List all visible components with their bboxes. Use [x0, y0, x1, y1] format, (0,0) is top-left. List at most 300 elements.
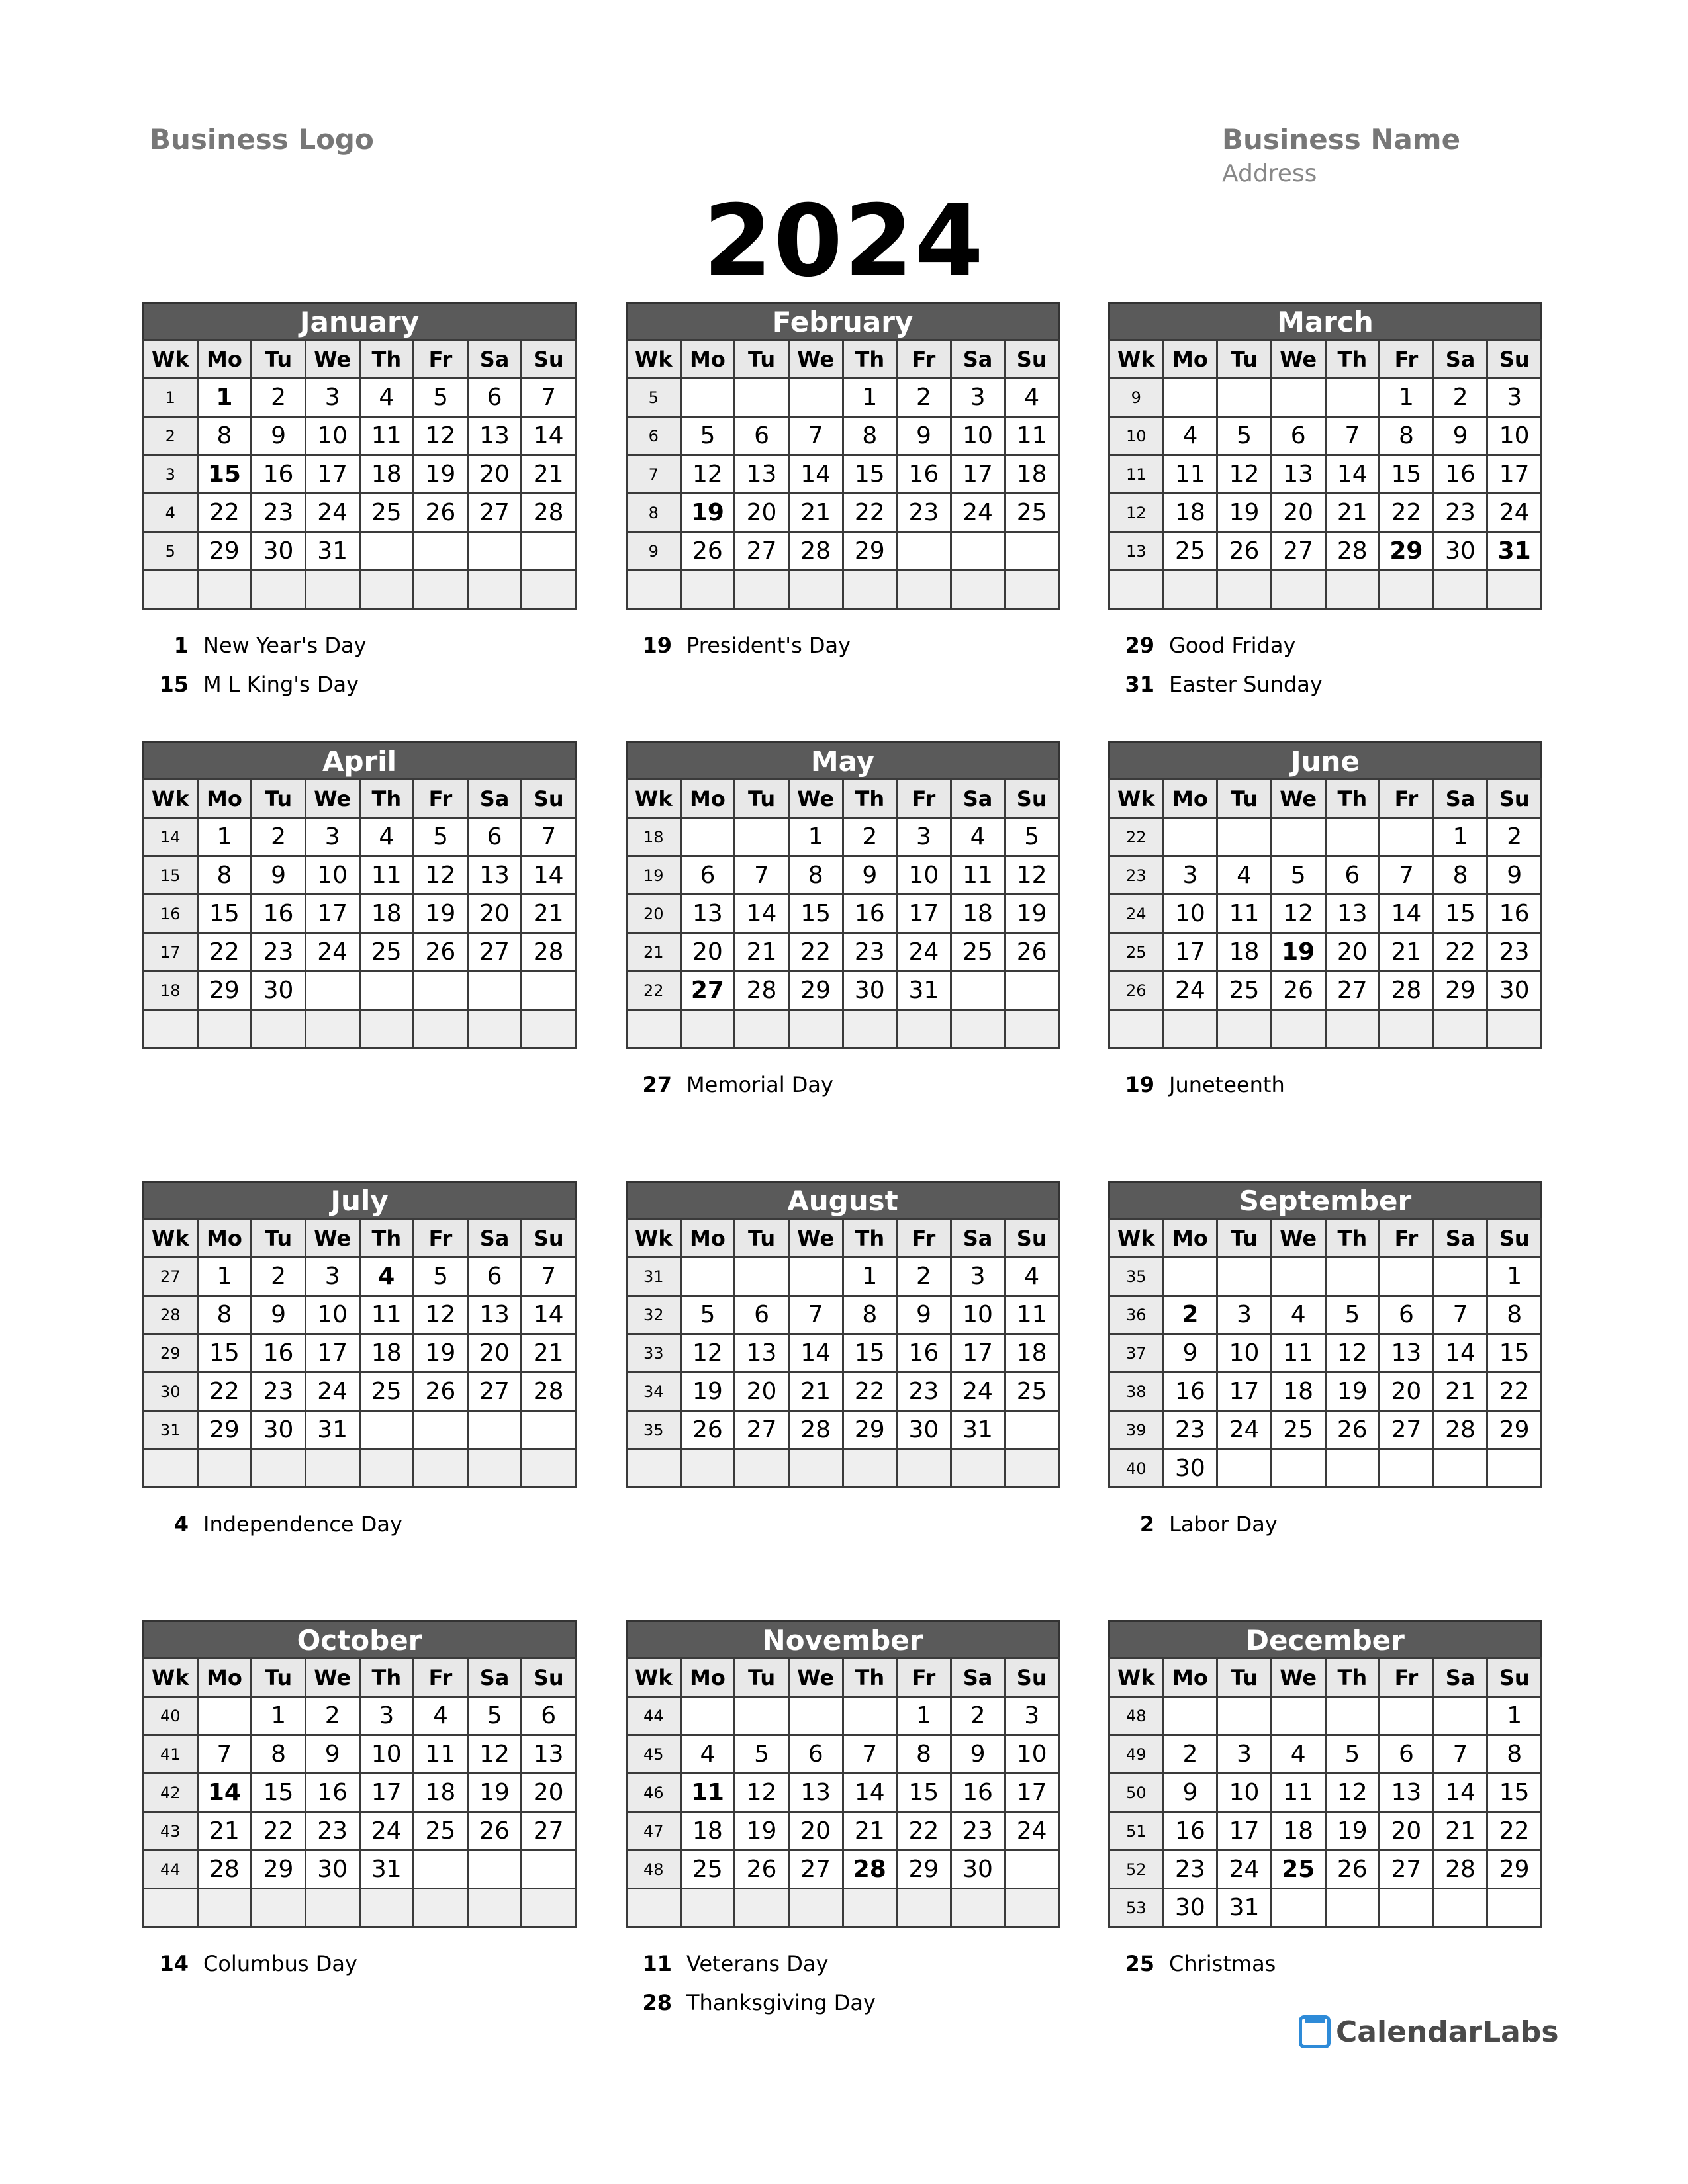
day-cell: 21: [197, 1812, 252, 1850]
week-number: 35: [627, 1411, 681, 1449]
holiday-name: Juneteenth: [1169, 1072, 1285, 1097]
month-title: March: [1108, 302, 1542, 339]
day-cell: 26: [1005, 933, 1059, 972]
empty-cell: [1271, 1889, 1325, 1927]
week-row: [627, 1334, 1059, 1373]
week-number: 13: [1109, 532, 1164, 570]
day-cell: 27: [735, 532, 789, 570]
day-cell: 10: [1217, 1334, 1272, 1373]
empty-cell: [843, 570, 897, 609]
day-cell: 9: [951, 1735, 1005, 1774]
holiday-item: [1108, 1944, 1542, 1983]
empty-cell: [897, 532, 951, 570]
week-number: 20: [627, 895, 681, 933]
empty-cell: [897, 1889, 951, 1927]
day-cell: 3: [951, 379, 1005, 417]
empty-cell: [1433, 1257, 1487, 1296]
day-cell: 14: [1433, 1774, 1487, 1812]
holiday-name: Thanksgiving Day: [686, 1990, 876, 2015]
day-cell: 16: [1487, 895, 1542, 933]
day-cell: 7: [522, 1257, 576, 1296]
day-cell: 9: [252, 856, 306, 895]
month-june: [1108, 741, 1542, 1049]
weekday-header-row: [1109, 1659, 1542, 1697]
day-cell: 9: [897, 1296, 951, 1334]
day-cell: 24: [1163, 972, 1217, 1010]
day-cell: 11: [1163, 455, 1217, 494]
day-cell: 4: [1271, 1735, 1325, 1774]
weekday-header: Th: [1325, 340, 1380, 379]
empty-cell: [522, 972, 576, 1010]
day-cell: 7: [522, 379, 576, 417]
day-cell: 20: [522, 1774, 576, 1812]
week-row: [144, 1257, 576, 1296]
empty-cell: [735, 1449, 789, 1488]
weekday-header: Mo: [680, 340, 735, 379]
day-cell: 7: [1433, 1296, 1487, 1334]
day-cell: 14: [1325, 455, 1380, 494]
weekday-header-row: [144, 1659, 576, 1697]
week-number: 18: [627, 818, 681, 856]
day-cell: 15: [1433, 895, 1487, 933]
weekday-header-row: [1109, 340, 1542, 379]
day-cell: 17: [951, 1334, 1005, 1373]
empty-cell: [1005, 570, 1059, 609]
weekday-header: Sa: [951, 1219, 1005, 1257]
day-cell: 24: [1005, 1812, 1059, 1850]
weekday-header: Th: [1325, 1219, 1380, 1257]
empty-cell: [1380, 1010, 1434, 1048]
empty-cell: [1487, 1889, 1542, 1927]
day-cell: 29: [197, 532, 252, 570]
day-cell: 14: [1433, 1334, 1487, 1373]
empty-cell: [1487, 1010, 1542, 1048]
day-cell: 18: [1163, 494, 1217, 532]
day-cell: 21: [522, 895, 576, 933]
weekday-header: Th: [359, 1219, 414, 1257]
day-cell: 4: [1005, 1257, 1059, 1296]
week-row: [1109, 856, 1542, 895]
day-cell: 29: [252, 1850, 306, 1889]
day-cell: 30: [1433, 532, 1487, 570]
day-cell: 2: [252, 1257, 306, 1296]
day-cell: 24: [305, 494, 359, 532]
week-row: [1109, 895, 1542, 933]
day-cell: 11: [1217, 895, 1272, 933]
holiday-date: 1: [173, 633, 189, 658]
empty-cell: [359, 1010, 414, 1048]
day-cell: 18: [359, 895, 414, 933]
day-cell: 4: [359, 379, 414, 417]
holiday-list: [1108, 1066, 1542, 1105]
empty-cell: [197, 1889, 252, 1927]
empty-cell: [735, 1257, 789, 1296]
day-cell: 21: [843, 1812, 897, 1850]
weekday-header: Wk: [1109, 1659, 1164, 1697]
week-number: 30: [144, 1373, 198, 1411]
day-cell: 17: [1005, 1774, 1059, 1812]
week-row: [627, 1373, 1059, 1411]
week-row: [1109, 1296, 1542, 1334]
week-row: [627, 455, 1059, 494]
week-row: [627, 417, 1059, 455]
week-number: [627, 1449, 681, 1488]
day-cell: 21: [788, 494, 843, 532]
week-row: [144, 1889, 576, 1927]
day-cell: 12: [1005, 856, 1059, 895]
day-cell: 6: [788, 1735, 843, 1774]
month-table: [1108, 778, 1542, 1049]
day-cell: 29: [1380, 532, 1434, 570]
day-cell: 2: [1487, 818, 1542, 856]
weekday-header: Mo: [197, 780, 252, 818]
day-cell: 19: [414, 895, 468, 933]
weekday-header: Th: [1325, 1659, 1380, 1697]
day-cell: 14: [1380, 895, 1434, 933]
empty-cell: [197, 1697, 252, 1735]
day-cell: 30: [252, 1411, 306, 1449]
empty-cell: [252, 1010, 306, 1048]
empty-cell: [252, 570, 306, 609]
empty-cell: [197, 1449, 252, 1488]
week-row: [144, 856, 576, 895]
day-cell: 27: [467, 494, 522, 532]
empty-cell: [843, 1889, 897, 1927]
holiday-name: Columbus Day: [203, 1951, 357, 1976]
empty-cell: [788, 1697, 843, 1735]
day-cell: 22: [843, 494, 897, 532]
week-number: 52: [1109, 1850, 1164, 1889]
day-cell: 1: [788, 818, 843, 856]
empty-cell: [305, 1449, 359, 1488]
day-cell: 2: [1163, 1296, 1217, 1334]
day-cell: 5: [735, 1735, 789, 1774]
day-cell: 4: [1217, 856, 1272, 895]
empty-cell: [522, 1889, 576, 1927]
week-number: 49: [1109, 1735, 1164, 1774]
day-cell: 11: [680, 1774, 735, 1812]
weekday-header-row: [144, 780, 576, 818]
weekday-header: Su: [1005, 340, 1059, 379]
day-cell: 22: [1487, 1373, 1542, 1411]
empty-cell: [414, 1850, 468, 1889]
holiday-item: [626, 626, 1060, 665]
day-cell: 3: [1217, 1296, 1272, 1334]
day-cell: 28: [1380, 972, 1434, 1010]
holiday-item: [626, 1066, 1060, 1105]
day-cell: 7: [197, 1735, 252, 1774]
week-row: [1109, 1697, 1542, 1735]
day-cell: 13: [467, 1296, 522, 1334]
weekday-header: Th: [1325, 780, 1380, 818]
week-row: [627, 1449, 1059, 1488]
month-may: [626, 741, 1060, 1049]
week-number: [1109, 1010, 1164, 1048]
day-cell: 22: [197, 933, 252, 972]
week-number: [627, 1010, 681, 1048]
month-april: [142, 741, 577, 1049]
day-cell: 2: [1163, 1735, 1217, 1774]
empty-cell: [1433, 570, 1487, 609]
week-row: [627, 1735, 1059, 1774]
day-cell: 19: [680, 1373, 735, 1411]
day-cell: 8: [197, 417, 252, 455]
holiday-item: [142, 665, 577, 704]
day-cell: 27: [680, 972, 735, 1010]
day-cell: 21: [1380, 933, 1434, 972]
week-number: 31: [627, 1257, 681, 1296]
weekday-header: Su: [522, 1219, 576, 1257]
day-cell: 17: [305, 895, 359, 933]
day-cell: 15: [197, 895, 252, 933]
day-cell: 23: [252, 494, 306, 532]
empty-cell: [1380, 1257, 1434, 1296]
weekday-header: Sa: [1433, 1659, 1487, 1697]
day-cell: 24: [897, 933, 951, 972]
empty-cell: [1271, 570, 1325, 609]
weekday-header: Wk: [627, 1219, 681, 1257]
empty-cell: [951, 1010, 1005, 1048]
day-cell: 26: [1325, 1850, 1380, 1889]
day-cell: 4: [951, 818, 1005, 856]
day-cell: 16: [1433, 455, 1487, 494]
weekday-header-row: [627, 780, 1059, 818]
day-cell: 4: [359, 818, 414, 856]
weekday-header-row: [144, 1219, 576, 1257]
week-number: 22: [1109, 818, 1164, 856]
empty-cell: [1325, 1257, 1380, 1296]
day-cell: 3: [305, 818, 359, 856]
day-cell: 7: [788, 417, 843, 455]
week-row: [627, 1889, 1059, 1927]
month-november: [626, 1620, 1060, 1928]
day-cell: 13: [522, 1735, 576, 1774]
holiday-list: [142, 1944, 577, 1983]
day-cell: 26: [680, 1411, 735, 1449]
empty-cell: [1325, 1010, 1380, 1048]
day-cell: 13: [680, 895, 735, 933]
weekday-header: Wk: [627, 340, 681, 379]
day-cell: 10: [897, 856, 951, 895]
weekday-header: Su: [1005, 780, 1059, 818]
day-cell: 29: [1487, 1411, 1542, 1449]
week-row: [627, 494, 1059, 532]
week-number: [1109, 570, 1164, 609]
holiday-name: Good Friday: [1169, 633, 1296, 658]
month-table: [142, 1657, 577, 1928]
day-cell: 10: [1163, 895, 1217, 933]
empty-cell: [1325, 379, 1380, 417]
holiday-list: [142, 1505, 577, 1544]
empty-cell: [1217, 1697, 1272, 1735]
weekday-header: Sa: [467, 1659, 522, 1697]
day-cell: 13: [467, 417, 522, 455]
day-cell: 24: [305, 1373, 359, 1411]
day-cell: 5: [1325, 1296, 1380, 1334]
month-title: July: [142, 1181, 577, 1218]
day-cell: 21: [1325, 494, 1380, 532]
week-number: 9: [1109, 379, 1164, 417]
week-row: [627, 1697, 1059, 1735]
day-cell: 20: [1380, 1812, 1434, 1850]
day-cell: 26: [414, 933, 468, 972]
empty-cell: [680, 818, 735, 856]
week-row: [627, 1411, 1059, 1449]
day-cell: 30: [252, 532, 306, 570]
day-cell: 18: [1217, 933, 1272, 972]
empty-cell: [252, 1449, 306, 1488]
day-cell: 22: [197, 494, 252, 532]
day-cell: 5: [680, 1296, 735, 1334]
day-cell: 9: [1487, 856, 1542, 895]
day-cell: 23: [252, 933, 306, 972]
day-cell: 17: [1217, 1812, 1272, 1850]
day-cell: 18: [1005, 1334, 1059, 1373]
day-cell: 19: [1325, 1812, 1380, 1850]
holiday-name: Veterans Day: [686, 1951, 829, 1976]
day-cell: 3: [359, 1697, 414, 1735]
month-october: [142, 1620, 577, 1928]
week-row: [1109, 1812, 1542, 1850]
day-cell: 9: [252, 1296, 306, 1334]
empty-cell: [1163, 1010, 1217, 1048]
weekday-header: Sa: [951, 780, 1005, 818]
day-cell: 15: [1487, 1774, 1542, 1812]
empty-cell: [1163, 570, 1217, 609]
weekday-header: Mo: [197, 1659, 252, 1697]
week-number: 16: [144, 895, 198, 933]
weekday-header: Fr: [414, 340, 468, 379]
day-cell: 8: [197, 856, 252, 895]
weekday-header: Th: [359, 780, 414, 818]
weekday-header: Su: [1005, 1659, 1059, 1697]
day-cell: 18: [414, 1774, 468, 1812]
day-cell: 15: [897, 1774, 951, 1812]
week-row: [1109, 1774, 1542, 1812]
day-cell: 10: [305, 1296, 359, 1334]
month-table: [142, 778, 577, 1049]
day-cell: 26: [467, 1812, 522, 1850]
day-cell: 3: [897, 818, 951, 856]
month-title: August: [626, 1181, 1060, 1218]
day-cell: 1: [843, 1257, 897, 1296]
week-row: [144, 1735, 576, 1774]
empty-cell: [522, 532, 576, 570]
day-cell: 26: [414, 494, 468, 532]
day-cell: 22: [843, 1373, 897, 1411]
weekday-header: Tu: [1217, 340, 1272, 379]
day-cell: 7: [1433, 1735, 1487, 1774]
week-row: [1109, 1010, 1542, 1048]
weekday-header: Sa: [951, 340, 1005, 379]
day-cell: 16: [305, 1774, 359, 1812]
empty-cell: [197, 570, 252, 609]
day-cell: 26: [680, 532, 735, 570]
holiday-item: [1108, 1505, 1542, 1544]
day-cell: 4: [1005, 379, 1059, 417]
empty-cell: [1325, 1889, 1380, 1927]
week-number: 44: [627, 1697, 681, 1735]
weekday-header: Tu: [1217, 780, 1272, 818]
week-row: [1109, 417, 1542, 455]
weekday-header-row: [627, 340, 1059, 379]
day-cell: 28: [735, 972, 789, 1010]
empty-cell: [252, 1889, 306, 1927]
day-cell: 6: [680, 856, 735, 895]
week-row: [627, 1774, 1059, 1812]
empty-cell: [1005, 1889, 1059, 1927]
day-cell: 29: [1433, 972, 1487, 1010]
day-cell: 2: [305, 1697, 359, 1735]
empty-cell: [1005, 1411, 1059, 1449]
holiday-date: 28: [642, 1990, 672, 2015]
day-cell: 22: [897, 1812, 951, 1850]
empty-cell: [843, 1697, 897, 1735]
month-december: [1108, 1620, 1542, 1928]
day-cell: 12: [467, 1735, 522, 1774]
day-cell: 28: [843, 1850, 897, 1889]
week-row: [144, 818, 576, 856]
day-cell: 4: [1163, 417, 1217, 455]
empty-cell: [680, 1010, 735, 1048]
holiday-name: Christmas: [1169, 1951, 1276, 1976]
day-cell: 17: [305, 455, 359, 494]
day-cell: 25: [359, 1373, 414, 1411]
day-cell: 6: [735, 417, 789, 455]
empty-cell: [1487, 1449, 1542, 1488]
day-cell: 20: [467, 455, 522, 494]
day-cell: 22: [1380, 494, 1434, 532]
day-cell: 2: [252, 379, 306, 417]
holiday-name: President's Day: [686, 633, 851, 658]
week-number: 28: [144, 1296, 198, 1334]
week-number: [144, 1889, 198, 1927]
week-number: 4: [144, 494, 198, 532]
day-cell: 12: [1325, 1334, 1380, 1373]
day-cell: 20: [680, 933, 735, 972]
empty-cell: [305, 570, 359, 609]
day-cell: 24: [1487, 494, 1542, 532]
week-row: [627, 570, 1059, 609]
weekday-header: Mo: [197, 1219, 252, 1257]
day-cell: 29: [897, 1850, 951, 1889]
brand-name: CalendarLabs: [1336, 2015, 1559, 2049]
holiday-date: 19: [1125, 1072, 1154, 1097]
week-number: 46: [627, 1774, 681, 1812]
day-cell: 31: [305, 532, 359, 570]
week-number: 48: [627, 1850, 681, 1889]
day-cell: 16: [897, 455, 951, 494]
holiday-date: 14: [159, 1951, 189, 1976]
holiday-list: [626, 1944, 1060, 2023]
empty-cell: [359, 532, 414, 570]
day-cell: 19: [735, 1812, 789, 1850]
empty-cell: [788, 1257, 843, 1296]
week-row: [1109, 1257, 1542, 1296]
day-cell: 20: [1380, 1373, 1434, 1411]
day-cell: 1: [197, 818, 252, 856]
week-row: [1109, 818, 1542, 856]
week-row: [144, 1850, 576, 1889]
week-row: [1109, 379, 1542, 417]
day-cell: 10: [1005, 1735, 1059, 1774]
holiday-date: 19: [642, 633, 672, 658]
week-row: [627, 532, 1059, 570]
day-cell: 6: [1380, 1296, 1434, 1334]
weekday-header: Sa: [1433, 340, 1487, 379]
day-cell: 17: [897, 895, 951, 933]
day-cell: 3: [1005, 1697, 1059, 1735]
